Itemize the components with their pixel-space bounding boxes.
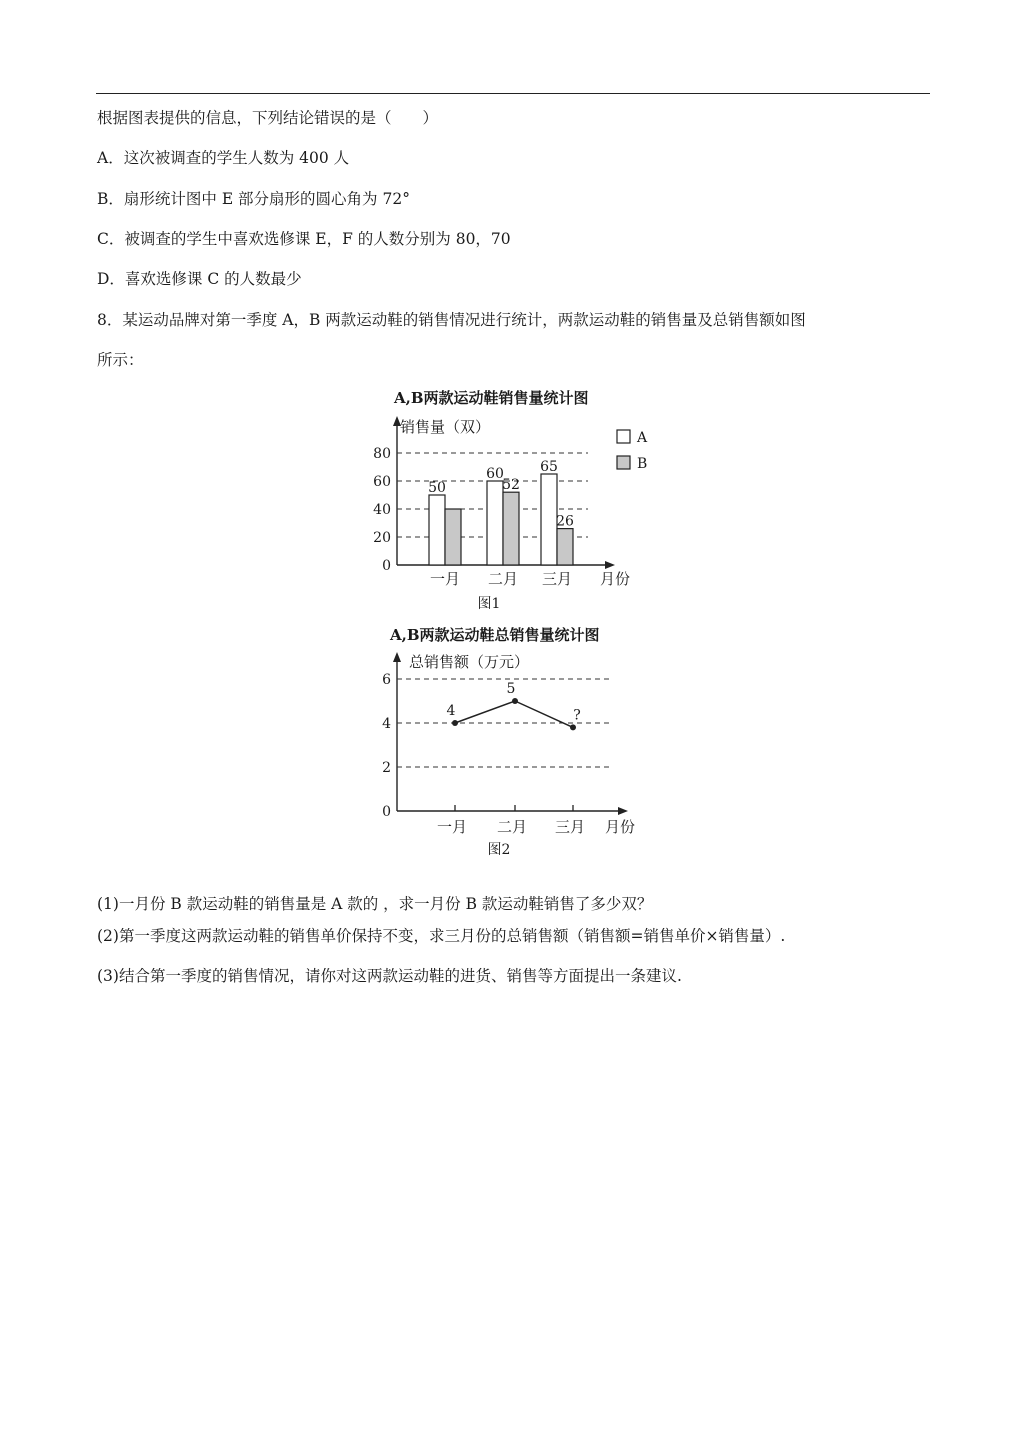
x-tick-label: 二月 [496,818,528,836]
x-axis-label: 月份 [600,570,631,588]
point-label: 4 [446,703,456,719]
legend-label-a: A [637,430,648,446]
x-tick-label: 三月 [554,818,586,836]
data-point [570,724,576,730]
figure2-line-chart [360,622,660,858]
subquestion-3: (3)结合第一季度的销售情况，请你对这两款运动鞋的进货、销售等方面提出一条建议. [97,967,682,985]
question8-line1: 8．某运动品牌对第一季度 A，B 两款运动鞋的销售情况进行统计，两款运动鞋的销售量及总销售额如图 [97,311,806,329]
bar-value-label: 50 [428,480,446,496]
data-point [512,698,518,704]
bar-value-label: 26 [556,513,574,530]
bar-b [445,509,461,565]
x-axis-arrow [605,561,615,569]
x-axis-arrow [618,807,628,815]
x-tick-label: 一月 [436,818,468,836]
data-point [452,720,458,726]
y-tick-label: 80 [373,446,391,462]
figure2-caption: 图2 [487,842,511,858]
figure2-title: A,B两款运动鞋总销售量统计图 [390,626,600,644]
option-b: B．扇形统计图中 E 部分扇形的圆心角为 72° [97,190,410,208]
y-axis-arrow [393,652,401,662]
option-d: D．喜欢选修课 C 的人数最少 [97,270,302,288]
bar-value-label: 60 [486,466,504,482]
point-label: 5 [506,681,516,697]
y-axis-label: 总销售额（万元） [409,653,530,671]
y-tick-label: 0 [382,804,391,820]
option-c: C．被调查的学生中喜欢选修课 E，F 的人数分别为 80，70 [97,230,511,248]
y-tick-label: 4 [382,716,391,732]
header-rule [96,93,930,94]
y-tick-label: 20 [373,530,391,546]
bar-value-label: 52 [502,477,520,494]
subquestion-2: (2)第一季度这两款运动鞋的销售单价保持不变，求三月份的总销售额（销售额=销售单价×销售量）. [97,927,786,945]
bar-a [429,495,445,565]
legend-swatch-b [617,456,630,469]
question-stem: 根据图表提供的信息，下列结论错误的是（ ） [97,109,439,127]
y-axis-label: 销售量（双） [400,418,491,436]
x-tick-label: 一月 [429,570,461,588]
x-tick-label: 三月 [541,570,573,588]
figure1-caption: 图1 [477,596,501,612]
y-tick-label: 0 [382,558,391,574]
legend-label-b: B [637,456,648,472]
y-tick-label: 40 [373,502,391,518]
x-axis-label: 月份 [605,818,636,836]
point-label: ? [573,707,581,724]
bar-a [487,481,503,565]
option-a: A．这次被调查的学生人数为 400 人 [97,149,350,167]
bar-a [541,474,557,565]
subquestion-1: (1)一月份 B 款运动鞋的销售量是 A 款的 ，求一月份 B 款运动鞋销售了多少双？ [97,895,653,913]
y-tick-label: 2 [382,760,391,776]
figure1-bar-chart [360,384,660,616]
bar-b [503,492,519,565]
figure1-title: A,B两款运动鞋销售量统计图 [394,389,589,407]
question8-line2: 所示： [97,351,144,369]
y-tick-label: 6 [382,672,391,688]
y-tick-label: 60 [373,474,391,490]
x-tick-label: 二月 [487,570,519,588]
bar-value-label: 65 [540,459,558,475]
legend-swatch-a [617,430,630,443]
bar-b [557,529,573,565]
